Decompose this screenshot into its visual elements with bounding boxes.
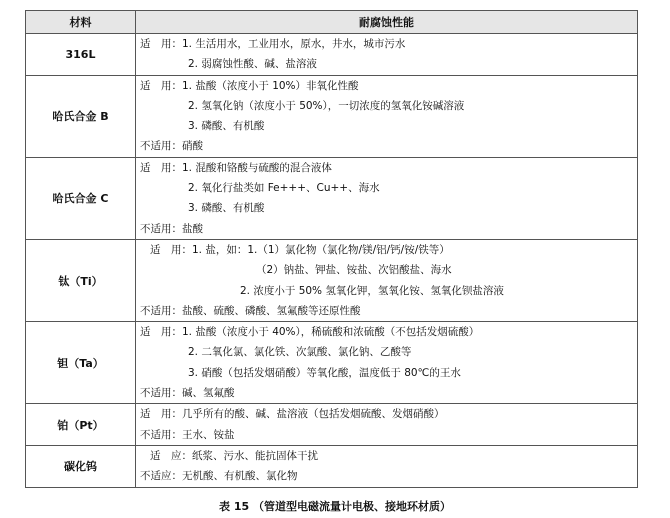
property-cell (136, 239, 638, 321)
property-cell (136, 34, 638, 76)
corrosion-table (25, 10, 638, 488)
property-line: 不适用：盐酸 (140, 222, 203, 235)
property-line: 不适用：碱、氢氟酸 (140, 387, 235, 400)
property-line: 不适应：无机酸、有机酸、氯化物 (140, 470, 298, 483)
property-line: 适 用：1. 盐，如：1.（1）氯化物（氯化物/镁/铝/钙/铵/铁等） (150, 243, 450, 256)
property-line: 适 用：1. 盐酸（浓度小于 40%），稀硫酸和浓硫酸（不包括发烟硫酸） (140, 326, 480, 339)
property-cell (136, 445, 638, 487)
material-cell: 钛（Ti） (26, 239, 136, 321)
header-material: 材料 (26, 11, 136, 34)
property-line: 适 用：1. 生活用水，工业用水，原水，井水，城市污水 (140, 38, 406, 50)
property-cell (136, 322, 638, 404)
material-cell: 哈氏合金 B (26, 75, 136, 157)
property-cell (136, 157, 638, 239)
table-row (26, 75, 638, 157)
property-line: 2. 氧化行盐类如 Fe+++、Cu++、海水 (188, 182, 380, 195)
property-line: 2. 二氧化氯、氯化铁、次氯酸、氯化钠、乙酸等 (188, 346, 412, 359)
material-cell: 钽（Ta） (26, 322, 136, 404)
table-row (26, 445, 638, 487)
property-line: 3. 磷酸、有机酸 (188, 202, 265, 215)
material-cell: 316L (26, 34, 136, 76)
header-corrosion: 耐腐蚀性能 (136, 11, 638, 34)
property-line: 3. 磷酸、有机酸 (188, 120, 265, 133)
material-cell: 碳化钨 (26, 445, 136, 487)
table-header-row (26, 11, 638, 34)
property-cell (136, 75, 638, 157)
property-cell (136, 404, 638, 446)
material-cell: 哈氏合金 C (26, 157, 136, 239)
table-caption: 表 15 （管道型电磁流量计电极、接地环材质） (219, 500, 451, 513)
property-line: 不适用：硝酸 (140, 140, 203, 153)
property-line: 2. 弱腐蚀性酸、碱、盐溶液 (188, 58, 317, 71)
material-cell: 铂（Pt） (26, 404, 136, 446)
property-line: 不适用：盐酸、硫酸、磷酸、氢氟酸等还原性酸 (140, 304, 361, 317)
property-line: 适 应：纸浆、污水、能抗固体干扰 (150, 449, 318, 462)
table-row (26, 404, 638, 446)
property-line: （2）钠盐、钾盐、铵盐、次铝酸盐、海水 (256, 264, 452, 277)
property-line: 2. 浓度小于 50% 氢氧化钾，氢氧化铵、氢氧化钡盐溶液 (240, 284, 504, 297)
table-row (26, 157, 638, 239)
property-line: 适 用：几乎所有的酸、碱、盐溶液（包括发烟硫酸、发烟硝酸） (140, 408, 445, 421)
table-row (26, 322, 638, 404)
property-line: 3. 硝酸（包括发烟硝酸）等氧化酸，温度低于 80℃的王水 (188, 366, 461, 379)
property-line: 2. 氢氧化钠（浓度小于 50%），一切浓度的氢氧化铵碱溶液 (188, 99, 465, 112)
property-line: 不适用：王水、铵盐 (140, 428, 235, 441)
property-line: 适 用：1. 混酸和铬酸与硫酸的混合液体 (140, 161, 332, 174)
table-row (26, 239, 638, 321)
table-row (26, 34, 638, 76)
property-line: 适 用：1. 盐酸（浓度小于 10%）非氧化性酸 (140, 79, 359, 92)
